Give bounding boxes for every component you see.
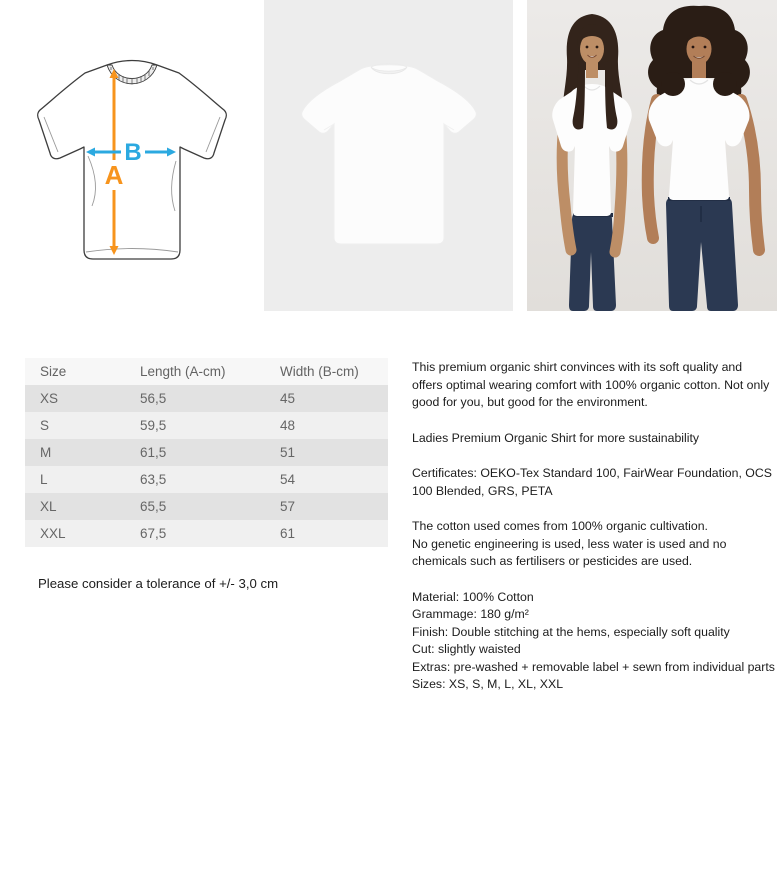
cell-size: XXL (40, 526, 66, 541)
tolerance-note: Please consider a tolerance of +/- 3,0 cm (38, 576, 279, 591)
description-certificates: Certificates: OEKO-Tex Standard 100, FairWear Foundation, OCS 100 Blended, GRS, PETA (412, 466, 772, 498)
cell-width: 61 (280, 526, 296, 541)
models-illustration (527, 0, 777, 311)
cell-size: M (40, 445, 52, 460)
models-photo[interactable] (527, 0, 777, 311)
spec-grammage: Grammage: 180 g/m² (412, 607, 529, 621)
cell-size: XL (40, 499, 57, 514)
cell-length: 61,5 (140, 445, 167, 460)
cell-width: 54 (280, 472, 296, 487)
spec-finish: Finish: Double stitching at the hems, especially soft quality (412, 624, 730, 639)
cell-length: 59,5 (140, 418, 167, 433)
cell-length: 56,5 (140, 391, 167, 406)
cell-width: 57 (280, 499, 296, 514)
table-row (25, 520, 388, 547)
description-intro: This premium organic shirt convinces with its soft quality and offers optimal wearing comfort with 100% organic cotton. Not only good for you, but good for the environment. (412, 360, 770, 409)
spec-sizes: Sizes: XS, S, M, L, XL, XXL (412, 677, 564, 691)
tshirt-measurement-diagram (28, 56, 236, 268)
column-header-length: Length (A-cm) (140, 364, 226, 379)
size-table-header (25, 358, 388, 385)
table-row (25, 493, 388, 520)
cell-width: 45 (280, 391, 296, 406)
product-photo[interactable] (264, 0, 513, 311)
size-diagram-image[interactable] (0, 0, 249, 311)
tshirt-front-silhouette (264, 0, 513, 311)
product-description (412, 359, 775, 694)
description-specs (412, 589, 775, 694)
cell-length: 65,5 (140, 499, 167, 514)
size-table (25, 358, 388, 547)
cell-size: XS (40, 391, 59, 406)
table-row (25, 439, 388, 466)
table-row (25, 466, 388, 493)
cell-width: 48 (280, 418, 296, 433)
cell-size: L (40, 472, 48, 487)
width-label-b: B (124, 139, 142, 166)
spec-material: Material: 100% Cotton (412, 589, 534, 604)
table-row (25, 385, 388, 412)
table-row (25, 412, 388, 439)
column-header-width: Width (B-cm) (280, 364, 359, 379)
cell-length: 67,5 (140, 526, 167, 541)
cotton-line-1: The cotton used comes from 100% organic cultivation. (412, 519, 708, 533)
spec-cut: Cut: slightly waisted (412, 642, 521, 656)
cell-length: 63,5 (140, 472, 167, 487)
cotton-line-2: No genetic engineering is used, less water is used and no chemicals such as fertilisers or pesticides are used. (412, 536, 727, 568)
spec-extras: Extras: pre-washed + removable label + sewn from individual parts (412, 659, 775, 674)
description-subtitle: Ladies Premium Organic Shirt for more sustainability (412, 430, 700, 445)
cell-size: S (40, 418, 50, 433)
length-label-a: A (104, 160, 124, 190)
description-cotton (412, 518, 775, 571)
cell-width: 51 (280, 445, 296, 460)
column-header-size: Size (40, 364, 67, 379)
